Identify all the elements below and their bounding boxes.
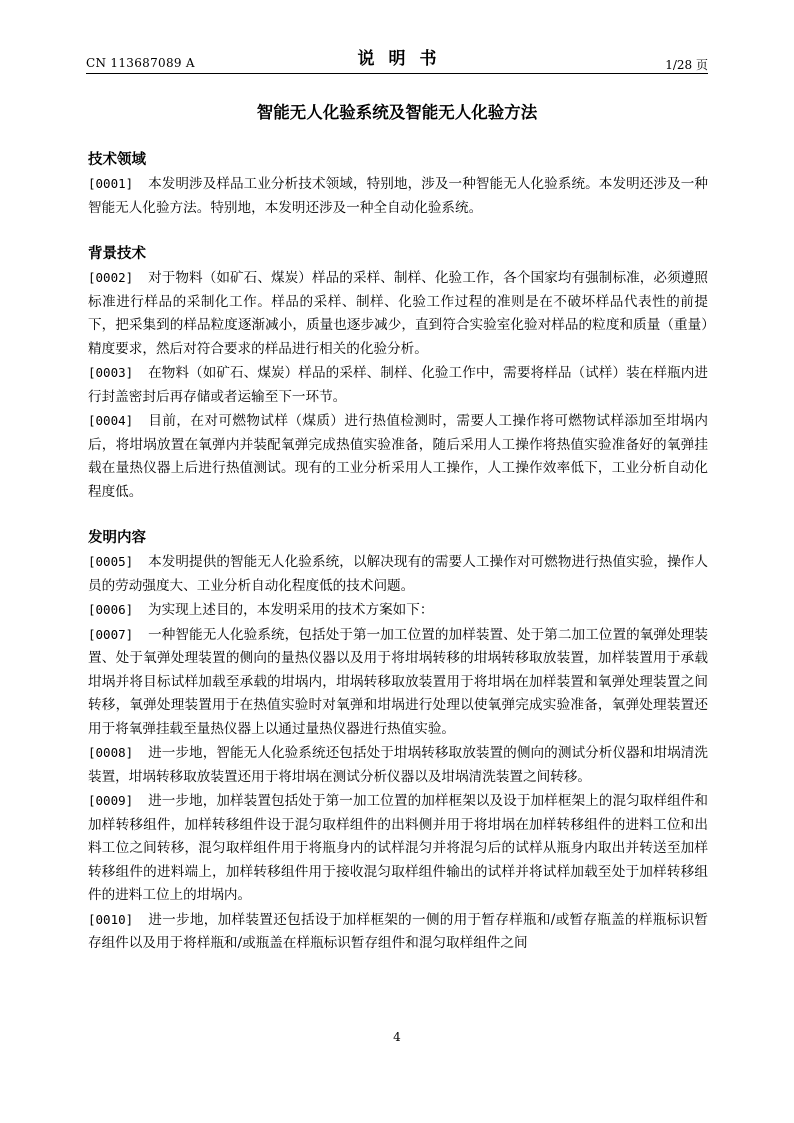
paragraph [88, 409, 708, 504]
document-title: 智能无人化验系统及智能无人化验方法 [256, 103, 538, 122]
paragraph [88, 361, 708, 409]
paragraph [88, 550, 708, 598]
document-body [88, 148, 708, 978]
paragraph-text: 在物料（如矿石、煤炭）样品的采样、制样、化验工作中，需要将样品（试样）装在样瓶内进行封盖密封后再存储或者运输至下一环节。 [88, 365, 708, 405]
paragraph [88, 598, 708, 623]
paragraph-number: [0007] [88, 626, 134, 642]
paragraph-text: 一种智能无人化验系统，包括处于第一加工位置的加样装置、处于第二加工位置的氧弹处理装置、处于氧弹处理装置的侧向的量热仪器以及用于将坩埚转移的坩埚转移取放装置，加样装置用于承载坩埚并将目标试样加载至承载的坩埚内，坩埚转移取放装置用于将坩埚在加样装置和氧弹处理装置之间转移，氧弹处理装置用于在热值实验时对氧弹和坩埚进行处理以使氧弹完成实验准备，氧弹处理装置还用于将氧弹挂载至量热仪器上以通过量热仪器进行热值实验。 [88, 626, 708, 737]
paragraph-text: 进一步地，智能无人化验系统还包括处于坩埚转移取放装置的侧向的测试分析仪器和坩埚清洗装置，坩埚转移取放装置还用于将坩埚在测试分析仪器以及坩埚清洗装置之间转移。 [88, 745, 708, 785]
paragraph [88, 789, 708, 908]
paragraph-number: [0006] [88, 602, 134, 617]
paragraph [88, 266, 708, 361]
paragraph-text: 进一步地，加样装置还包括设于加样框架的一侧的用于暂存样瓶和/或暂存瓶盖的样瓶标识暂存组件以及用于将样瓶和/或瓶盖在样瓶标识暂存组件和混匀取样组件之间 [88, 911, 708, 951]
section-heading: 发明内容 [88, 530, 146, 546]
page-number: 4 [393, 1030, 401, 1044]
paragraph-number: [0010] [88, 911, 134, 927]
page-header [86, 44, 708, 74]
section-summary [88, 526, 708, 956]
paragraph-text: 进一步地，加样装置包括处于第一加工位置的加样框架以及设于加样框架上的混匀取样组件和加样转移组件，加样转移组件设于混匀取样组件的出料侧并用于将坩埚在加样转移组件的进料工位和出料工位之间转移，混匀取样组件用于将瓶身内的试样混匀并将混匀后的试样从瓶身内取出并转送至加样转移组件的进料端上，加样转移组件用于接收混匀取样组件输出的试样并将试样加载至处于加样转移组件的进料工位上的坩埚内。 [88, 793, 708, 903]
paragraph-number: [0005] [88, 554, 134, 569]
patent-number: CN 113687089 A [86, 56, 195, 70]
paragraph-number: [0002] [88, 270, 134, 285]
paragraph [88, 741, 708, 789]
section-background [88, 242, 708, 504]
paragraph [88, 172, 708, 220]
paragraph-number: [0009] [88, 793, 134, 808]
paragraph-text: 本发明涉及样品工业分析技术领域，特别地，涉及一种智能无人化验系统。本发明还涉及一种智能无人化验方法。特别地，本发明还涉及一种全自动化验系统。 [88, 176, 708, 216]
section-heading: 背景技术 [88, 246, 146, 262]
paragraph-number: [0001] [88, 176, 134, 191]
paragraph [88, 623, 708, 742]
paragraph-number: [0004] [88, 413, 134, 428]
header-divider [86, 73, 708, 74]
paragraph-text: 对于物料（如矿石、煤炭）样品的采样、制样、化验工作，各个国家均有强制标准，必须遵照标准进行样品的采制化工作。样品的采样、制样、化验工作过程的准则是在不破坏样品代表性的前提下，把采集到的样品粒度逐渐减小，质量也逐步减少，直到符合实验室化验对样品的粒度和质量（重量）精度要求，然后对符合要求的样品进行相关的化验分析。 [88, 270, 708, 357]
page-indicator: 1/28 页 [665, 58, 708, 72]
paragraph-text: 为实现上述目的，本发明采用的技术方案如下： [148, 602, 434, 618]
paragraph-text: 目前，在对可燃物试样（煤质）进行热值检测时，需要人工操作将可燃物试样添加至坩埚内后，将坩埚放置在氧弹内并装配氧弹完成热值实验准备，随后采用人工操作将热值实验准备好的氧弹挂载在量热仪器上后进行热值测试。现有的工业分析采用人工操作，人工操作效率低下，工业分析自动化程度低。 [88, 413, 708, 500]
paragraph-number: [0003] [88, 365, 134, 380]
document-type: 说明书 [357, 49, 451, 69]
paragraph [88, 908, 708, 956]
paragraph-text: 本发明提供的智能无人化验系统，以解决现有的需要人工操作对可燃物进行热值实验，操作人员的劳动强度大、工业分析自动化程度低的技术问题。 [88, 554, 708, 594]
section-heading: 技术领域 [88, 152, 146, 168]
paragraph-number: [0008] [88, 745, 134, 760]
section-technical-field [88, 148, 708, 220]
